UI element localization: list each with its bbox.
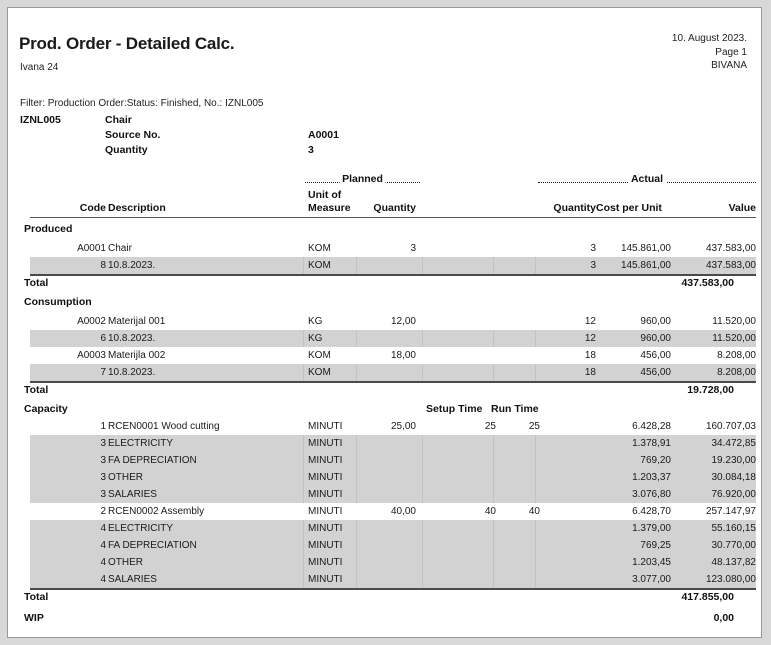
total-value-consumption: 19.728,00 [687, 384, 734, 396]
table-row[interactable] [30, 503, 756, 520]
total-value-produced: 437.583,00 [681, 277, 734, 289]
cell-aqty: 18 [584, 367, 596, 378]
cell-desc: 10.8.2023. [108, 260, 156, 271]
cell-desc: OTHER [108, 472, 143, 483]
cell-code: 4 [100, 523, 106, 534]
column-header-uom-line1: Unit of [308, 189, 342, 201]
column-separator [535, 537, 536, 554]
column-separator [422, 435, 423, 452]
wip-label: WIP [24, 612, 44, 624]
wip-value: 0,00 [713, 612, 734, 624]
total-label-produced: Total [24, 277, 49, 289]
cell-val: 8.208,00 [717, 367, 756, 378]
cell-cpu: 3.076,80 [632, 489, 671, 500]
table-row[interactable] [30, 330, 756, 347]
quantity-label: Quantity [105, 144, 148, 156]
cell-uom: KOM [308, 350, 331, 361]
cell-code: 4 [100, 557, 106, 568]
column-separator [422, 364, 423, 381]
cell-val: 76.920,00 [711, 489, 756, 500]
table-row[interactable] [30, 347, 756, 364]
cell-uom: MINUTI [308, 557, 343, 568]
cell-code: 3 [100, 472, 106, 483]
cell-pqty: 40,00 [390, 506, 416, 517]
column-separator [356, 435, 357, 452]
column-separator [422, 520, 423, 537]
column-separator [303, 537, 304, 554]
cell-val: 160.707,03 [705, 421, 756, 432]
cell-desc: OTHER [108, 557, 143, 568]
column-separator [356, 364, 357, 381]
table-row[interactable] [30, 537, 756, 554]
cell-uom: KOM [308, 243, 331, 254]
column-separator [356, 469, 357, 486]
cell-desc: RCEN0001 Wood cutting [108, 421, 220, 432]
cell-pqty: 18,00 [390, 350, 416, 361]
column-header-setup-time: Setup Time [426, 403, 483, 415]
cell-uom: MINUTI [308, 540, 343, 551]
cell-val: 48.137,82 [711, 557, 756, 568]
planned-group-label: Planned [339, 173, 386, 185]
cell-desc: Chair [108, 243, 132, 254]
column-separator [303, 435, 304, 452]
column-separator [493, 364, 494, 381]
cell-cpu: 145.861,00 [620, 260, 671, 271]
cell-uom: MINUTI [308, 489, 343, 500]
source-no-label: Source No. [105, 129, 161, 141]
page-number: Page 1 [715, 46, 747, 58]
cell-cpu: 456,00 [640, 350, 671, 361]
cell-desc: FA DEPRECIATION [108, 455, 197, 466]
table-row[interactable] [30, 571, 756, 588]
cell-code: 3 [100, 438, 106, 449]
cell-val: 19.230,00 [711, 455, 756, 466]
source-no-value: A0001 [308, 129, 339, 141]
column-separator [493, 435, 494, 452]
cell-desc: FA DEPRECIATION [108, 540, 197, 551]
column-separator [356, 571, 357, 588]
column-header-rule [30, 217, 756, 218]
column-separator [422, 554, 423, 571]
page-title: Prod. Order - Detailed Calc. [19, 34, 235, 53]
column-separator [303, 554, 304, 571]
column-separator [356, 452, 357, 469]
column-separator [422, 330, 423, 347]
column-separator [493, 537, 494, 554]
cell-desc: 10.8.2023. [108, 367, 156, 378]
cell-setup: 25 [484, 421, 496, 432]
cell-cpu: 1.378,91 [632, 438, 671, 449]
column-separator [303, 257, 304, 274]
report-date: 10. August 2023. [671, 33, 747, 44]
report-body [8, 8, 761, 637]
table-row[interactable] [30, 364, 756, 381]
cell-run: 25 [528, 421, 540, 432]
cell-val: 11.520,00 [712, 333, 756, 344]
column-separator [535, 435, 536, 452]
column-separator [303, 520, 304, 537]
column-separator [493, 469, 494, 486]
cell-uom: MINUTI [308, 455, 343, 466]
cell-cpu: 960,00 [640, 316, 671, 327]
section-title-capacity: Capacity [24, 403, 68, 415]
column-separator [356, 330, 357, 347]
cell-code: 7 [100, 367, 106, 378]
user-id: BIVANA [711, 60, 747, 71]
cell-code: 6 [100, 333, 106, 344]
cell-desc: ELECTRICITY [108, 438, 174, 449]
column-separator [356, 257, 357, 274]
actual-group-label: Actual [628, 173, 666, 185]
cell-desc: RCEN0002 Assembly [108, 506, 205, 517]
cell-pqty: 12,00 [390, 316, 416, 327]
cell-code: 4 [100, 540, 106, 551]
table-row[interactable] [30, 520, 756, 537]
column-separator [356, 486, 357, 503]
cell-cpu: 456,00 [640, 367, 671, 378]
cell-aqty: 12 [584, 333, 596, 344]
table-row[interactable] [30, 257, 756, 274]
cell-uom: KG [308, 316, 323, 327]
table-row[interactable] [30, 240, 756, 257]
filter-text: Filter: Production Order:Status: Finished, No.: IZNL005 [20, 98, 264, 109]
column-separator [422, 469, 423, 486]
total-label-capacity: Total [24, 591, 49, 603]
column-separator [303, 364, 304, 381]
cell-uom: MINUTI [308, 472, 343, 483]
column-separator [493, 486, 494, 503]
cell-val: 11.520,00 [712, 316, 756, 327]
column-separator [493, 330, 494, 347]
cell-code: 3 [100, 489, 106, 500]
column-header-uom-line2: Measure [308, 202, 351, 214]
cell-cpu: 1.379,00 [632, 523, 671, 534]
cell-val: 437.583,00 [705, 260, 756, 271]
column-separator [422, 452, 423, 469]
column-separator [535, 554, 536, 571]
cell-pqty: 3 [410, 243, 416, 254]
column-separator [303, 571, 304, 588]
cell-uom: MINUTI [308, 438, 343, 449]
cell-val: 257.147,97 [705, 506, 756, 517]
cell-setup: 40 [484, 506, 496, 517]
document-description: Chair [105, 114, 132, 126]
cell-aqty: 3 [590, 260, 596, 271]
cell-cpu: 769,25 [640, 540, 671, 551]
cell-uom: MINUTI [308, 523, 343, 534]
cell-uom: KG [308, 333, 323, 344]
column-separator [493, 571, 494, 588]
cell-cpu: 769,20 [640, 455, 671, 466]
section-title-produced: Produced [24, 223, 73, 235]
column-separator [493, 520, 494, 537]
cell-aqty: 12 [584, 316, 596, 327]
cell-uom: MINUTI [308, 421, 343, 432]
cell-desc: SALARIES [108, 574, 157, 585]
column-header-value: Value [728, 202, 756, 214]
column-header-run-time: Run Time [491, 403, 539, 415]
column-header-description: Description [108, 202, 166, 214]
quantity-value: 3 [308, 144, 314, 156]
cell-val: 30.084,18 [711, 472, 756, 483]
cell-code: 1 [100, 421, 106, 432]
column-separator [493, 257, 494, 274]
cell-uom: MINUTI [308, 506, 343, 517]
cell-code: A0002 [77, 316, 106, 327]
cell-cpu: 960,00 [640, 333, 671, 344]
total-row-capacity [30, 589, 756, 606]
total-label-consumption: Total [24, 384, 49, 396]
column-separator [535, 452, 536, 469]
cell-aqty: 3 [590, 243, 596, 254]
document-no: IZNL005 [20, 114, 61, 126]
column-separator [493, 452, 494, 469]
column-separator [422, 486, 423, 503]
cell-cpu: 6.428,28 [632, 421, 671, 432]
column-separator [535, 520, 536, 537]
column-separator [356, 554, 357, 571]
table-row[interactable] [30, 418, 756, 435]
cell-val: 437.583,00 [705, 243, 756, 254]
column-header-cost-per-unit: Cost per Unit [596, 202, 662, 214]
column-separator [422, 537, 423, 554]
column-separator [535, 571, 536, 588]
column-separator [493, 554, 494, 571]
column-separator [303, 452, 304, 469]
cell-cpu: 3.077,00 [632, 574, 671, 585]
column-separator [422, 257, 423, 274]
table-row[interactable] [30, 486, 756, 503]
total-row-produced [30, 275, 756, 292]
cell-code: 2 [100, 506, 106, 517]
cell-pqty: 25,00 [390, 421, 416, 432]
cell-val: 30.770,00 [711, 540, 756, 551]
cell-code: 4 [100, 574, 106, 585]
cell-run: 40 [528, 506, 540, 517]
table-row[interactable] [30, 469, 756, 486]
cell-desc: Materijla 002 [108, 350, 166, 361]
cell-cpu: 145.861,00 [620, 243, 671, 254]
cell-code: A0003 [77, 350, 106, 361]
cell-desc: Materijal 001 [108, 316, 166, 327]
column-separator [535, 469, 536, 486]
report-page [7, 7, 762, 638]
cell-val: 8.208,00 [717, 350, 756, 361]
column-separator [535, 486, 536, 503]
cell-cpu: 6.428,70 [632, 506, 671, 517]
column-separator [535, 257, 536, 274]
column-separator [535, 364, 536, 381]
column-header-actual-quantity: Quantity [553, 202, 596, 214]
cell-val: 34.472,85 [711, 438, 756, 449]
section-title-consumption: Consumption [24, 296, 92, 308]
column-separator [303, 469, 304, 486]
cell-aqty: 18 [584, 350, 596, 361]
cell-uom: KOM [308, 367, 331, 378]
planned-group-band [305, 168, 420, 183]
table-row[interactable] [30, 435, 756, 452]
total-row-consumption [30, 382, 756, 399]
cell-cpu: 1.203,37 [632, 472, 671, 483]
header-meta [672, 32, 747, 73]
table-row[interactable] [30, 554, 756, 571]
cell-desc: 10.8.2023. [108, 333, 156, 344]
cell-code: A0001 [77, 243, 106, 254]
cell-cpu: 1.203,45 [632, 557, 671, 568]
company-name: Ivana 24 [20, 62, 59, 73]
column-separator [303, 486, 304, 503]
column-header-planned-quantity: Quantity [373, 202, 416, 214]
total-value-capacity: 417.855,00 [681, 591, 734, 603]
cell-code: 8 [100, 260, 106, 271]
cell-code: 3 [100, 455, 106, 466]
cell-desc: SALARIES [108, 489, 157, 500]
column-separator [356, 520, 357, 537]
cell-uom: KOM [308, 260, 331, 271]
column-separator [422, 571, 423, 588]
table-row[interactable] [30, 452, 756, 469]
cell-uom: MINUTI [308, 574, 343, 585]
table-row[interactable] [30, 313, 756, 330]
cell-desc: ELECTRICITY [108, 523, 174, 534]
cell-val: 55.160,15 [711, 523, 756, 534]
column-separator [356, 537, 357, 554]
actual-group-band [538, 168, 756, 183]
column-header-code: Code [79, 202, 106, 214]
column-separator [303, 330, 304, 347]
cell-val: 123.080,00 [705, 574, 756, 585]
column-separator [535, 330, 536, 347]
